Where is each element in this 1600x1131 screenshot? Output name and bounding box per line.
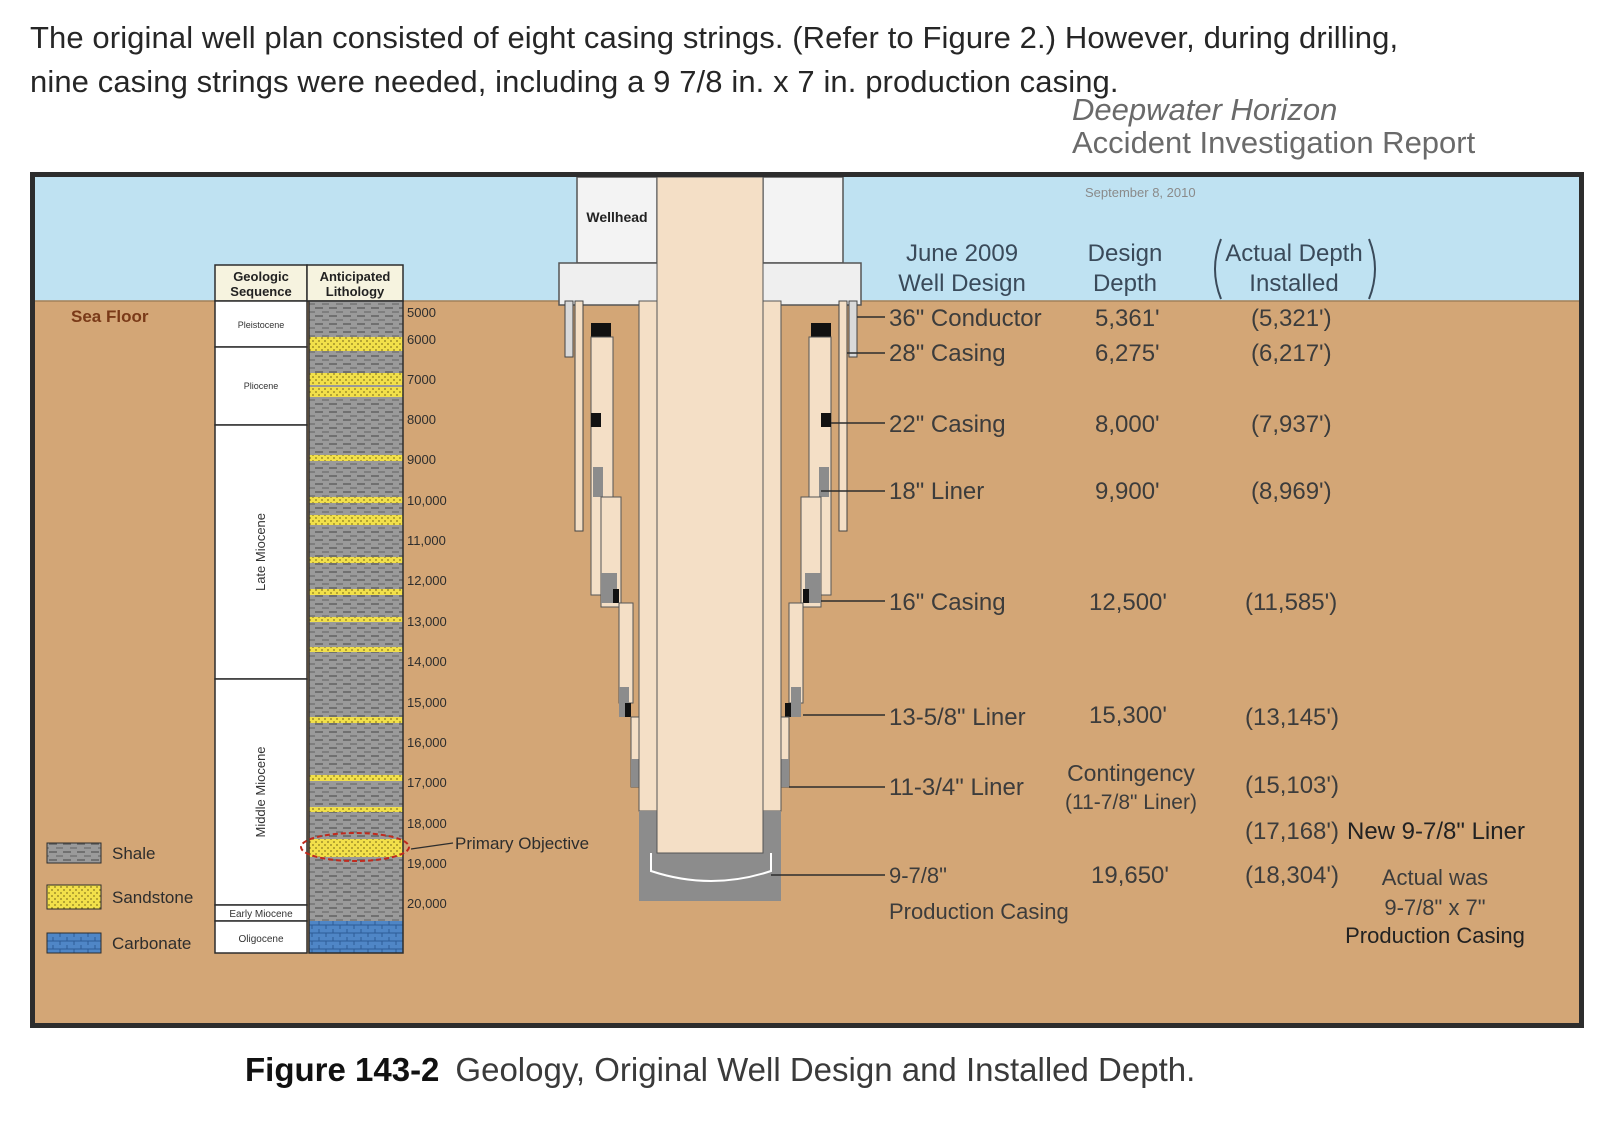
casing-28-right <box>839 301 847 531</box>
sand-band <box>309 807 403 812</box>
seq-header-line1: Geologic <box>233 269 289 284</box>
production-design-depth: 19,650' <box>1091 862 1169 889</box>
hanger-right <box>811 323 831 337</box>
hanger-right <box>821 413 831 427</box>
depth-tick: 10,000 <box>407 493 447 508</box>
casing-design-depth: 15,300' <box>1089 702 1167 729</box>
casing-row-new-liner <box>1245 818 1525 845</box>
seq-label-early-miocene: Early Miocene <box>229 909 293 920</box>
depth-tick: 16,000 <box>407 735 447 750</box>
hanger-left <box>613 589 619 603</box>
casing-design-depth: 12,500' <box>1089 589 1167 616</box>
hanger-right <box>785 703 791 717</box>
casing-name: 28" Casing <box>889 340 1006 367</box>
depth-tick: 15,000 <box>407 695 447 710</box>
col-design-line1: June 2009 <box>905 240 1019 267</box>
casing-actual-depth: (11,585') <box>1245 589 1338 616</box>
sand-band <box>309 557 403 563</box>
diagram-date: September 8, 2010 <box>1085 185 1196 200</box>
seq-label-middle-miocene: Middle Miocene <box>253 746 268 838</box>
depth-tick: 20,000 <box>407 896 447 911</box>
casing-design-depth: 6,275' <box>1095 340 1160 367</box>
depth-tick: 7000 <box>407 372 436 387</box>
report-title-line-1: Deepwater Horizon <box>1072 92 1338 127</box>
casing-name: 11-3/4" Liner <box>889 774 1024 801</box>
depth-tick: 11,000 <box>407 533 446 548</box>
legend-label-sandstone: Sandstone <box>112 888 194 907</box>
casing-design-contingency-line2: (11-7/8" Liner) <box>1065 791 1197 814</box>
casing-28-left <box>575 301 583 531</box>
col-depth-line1: Design <box>1087 240 1163 267</box>
figure-number: Figure 143-2 <box>245 1051 440 1088</box>
new-liner-actual-depth: (17,168') <box>1245 818 1339 845</box>
sand-band <box>309 387 403 397</box>
casing-design-depth: 9,900' <box>1095 478 1160 505</box>
casing-actual-depth: (5,321') <box>1251 305 1332 332</box>
production-note-line3: Production Casing <box>1345 923 1525 948</box>
casing-design-contingency-line1: Contingency <box>1067 760 1195 786</box>
production-casing-right <box>763 301 781 811</box>
casing-row-36-conductor <box>857 305 1332 332</box>
legend-swatch-sandstone <box>47 885 101 909</box>
sand-band <box>309 337 403 351</box>
casing-actual-depth: (13,145') <box>1245 704 1339 731</box>
cement-right <box>819 467 829 497</box>
sea-floor-label: Sea Floor <box>71 307 149 326</box>
lithology-carbonate <box>309 921 403 953</box>
seq-label-late-miocene: Late Miocene <box>253 512 268 592</box>
depth-tick: 5000 <box>407 305 436 320</box>
sand-band <box>309 373 403 385</box>
seq-label-pliocene: Pliocene <box>243 381 279 391</box>
conductor-wall-left <box>565 301 573 357</box>
new-liner-note: New 9-7/8" Liner <box>1347 818 1525 845</box>
depth-tick: 18,000 <box>407 816 447 831</box>
seq-header-line2: Sequence <box>230 284 292 299</box>
hanger-right <box>803 589 809 603</box>
cement-right <box>791 687 801 717</box>
casing-actual-depth: (15,103') <box>1245 772 1339 799</box>
depth-tick: 8000 <box>407 412 436 427</box>
production-actual-depth: (18,304') <box>1245 862 1339 889</box>
wellhead-label: Wellhead <box>586 209 648 225</box>
col-design-line2: Well Design <box>898 270 1026 297</box>
casing-design-depth: 8,000' <box>1095 411 1160 438</box>
sand-band <box>309 589 403 595</box>
sand-band <box>309 775 403 781</box>
sand-band <box>309 647 403 652</box>
hanger-left <box>591 413 601 427</box>
production-name-line2: Production Casing <box>889 899 1069 924</box>
sand-band <box>309 497 403 503</box>
seq-label-pleistocene: Pleistocene <box>237 320 285 330</box>
legend-swatch-carbonate <box>47 933 101 953</box>
well-diagram-figure <box>30 172 1584 1028</box>
bottom-cement-floor <box>639 853 781 901</box>
intro-line-2: nine casing strings were needed, including a 9 7/8 in. x 7 in. production casing. <box>30 64 1119 99</box>
legend-label-shale: Shale <box>112 844 156 863</box>
depth-tick: 17,000 <box>407 775 447 790</box>
production-note-line1: Actual was <box>1381 865 1489 890</box>
depth-tick: 19,000 <box>407 856 447 871</box>
depth-tick: 14,000 <box>407 654 447 669</box>
depth-tick: 6000 <box>407 332 436 347</box>
well-diagram-canvas <box>35 177 1579 1023</box>
wellhead-housing-right <box>759 263 861 305</box>
legend-swatch-shale <box>47 843 101 863</box>
wellhead-right <box>763 177 843 263</box>
depth-tick: 12,000 <box>407 573 447 588</box>
casing-actual-depth: (7,937') <box>1251 411 1332 438</box>
sand-band <box>309 717 403 723</box>
wellhead-housing-left <box>559 263 661 305</box>
depth-tick: 9000 <box>407 452 436 467</box>
primary-objective-label: Primary Objective <box>455 834 590 853</box>
casing-name: 13-5/8" Liner <box>889 704 1026 731</box>
figure-caption <box>245 1050 1445 1090</box>
report-title-line-2: Accident Investigation Report <box>1072 125 1476 160</box>
bore <box>657 177 763 853</box>
col-actual-line2: Installed <box>1249 270 1339 297</box>
casing-name: 18" Liner <box>889 478 985 505</box>
production-note-line2: 9-7/8" x 7" <box>1384 895 1486 920</box>
figure-caption-text: Geology, Original Well Design and Installed Depth. <box>455 1051 1196 1088</box>
intro-line-1: The original well plan consisted of eight casing strings. (Refer to Figure 2.) However, during drilling, <box>30 20 1399 55</box>
sand-band <box>309 455 403 461</box>
col-actual-line1: Actual Depth <box>1225 240 1363 267</box>
intro-text <box>30 16 1590 104</box>
casing-actual-depth: (8,969') <box>1251 478 1332 505</box>
sand-band-primary-objective <box>309 839 403 857</box>
casing-name: 36" Conductor <box>889 305 1042 332</box>
sand-band <box>309 617 403 622</box>
report-title <box>1072 93 1592 159</box>
casing-name: 22" Casing <box>889 411 1006 438</box>
col-depth-line2: Depth <box>1092 270 1158 297</box>
production-casing-left <box>639 301 657 811</box>
production-name-line1: 9-7/8" <box>889 863 947 888</box>
hanger-left <box>625 703 631 717</box>
legend-label-carbonate: Carbonate <box>112 934 192 953</box>
casing-name: 16" Casing <box>889 589 1006 616</box>
lith-header-line1: Anticipated <box>319 269 391 284</box>
lith-header-line2: Lithology <box>325 284 385 299</box>
depth-tick: 13,000 <box>407 614 447 629</box>
cement-left <box>593 467 603 497</box>
conductor-wall-right <box>849 301 857 357</box>
seq-label-oligocene: Oligocene <box>238 934 284 945</box>
casing-design-depth: 5,361' <box>1095 305 1160 332</box>
casing-actual-depth: (6,217') <box>1251 340 1332 367</box>
sand-band <box>309 515 403 525</box>
hanger-left <box>591 323 611 337</box>
